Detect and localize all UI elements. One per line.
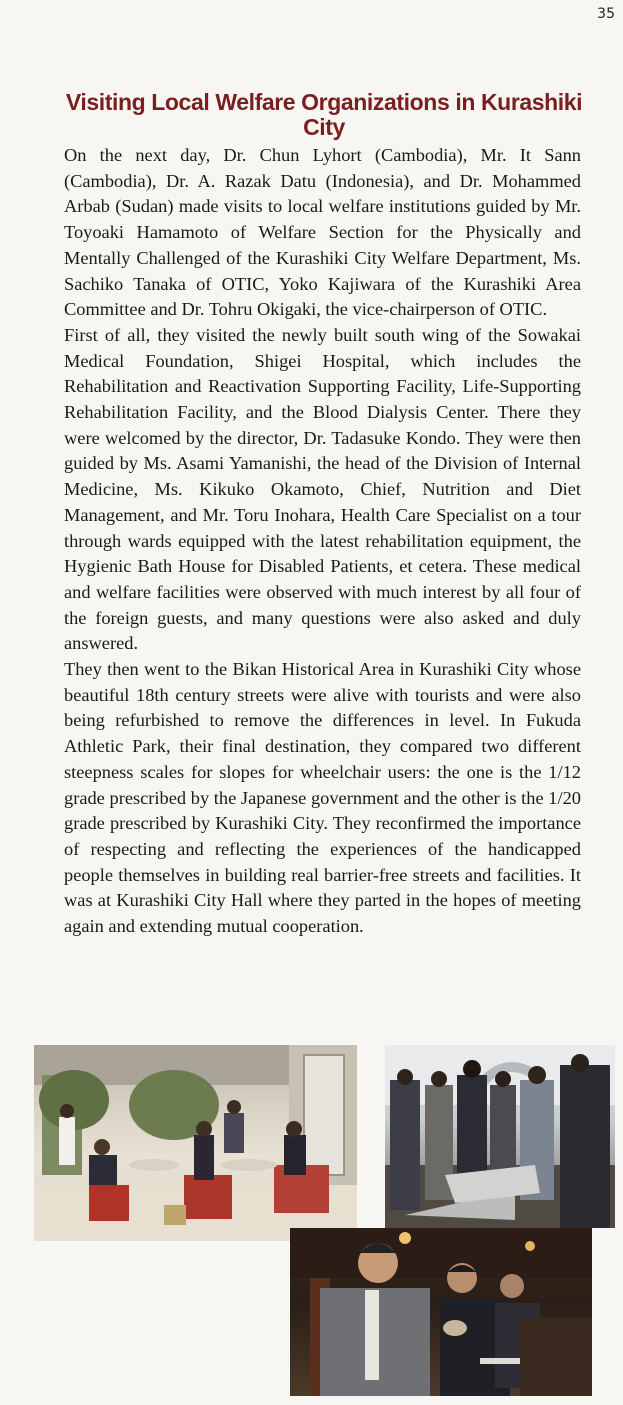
paragraph: They then went to the Bikan Historical Area in Kurashiki City whose beautiful 18th century streets were alive with tourists and were also being refurbished to remove the differences in level. In Fukuda Athletic Park, their final destination, they compared two different steepness scales for slopes for wheelchair users: the one is the 1/12 grade prescribed by the Japanese government and the other is the 1/20 grade prescribed by Kurashiki City. They reconfirmed the importance of respecting and reflecting the experiences of the handicapped people themselves in building real barrier-free streets and facilities. It was at Kurashiki City Hall where they parted in the hopes of meeting again and extending mutual cooperation.	[64, 659, 581, 937]
article-title: Visiting Local Welfare Organizations in Kurashiki City	[65, 89, 583, 140]
photo-dinner-gathering	[290, 1228, 592, 1396]
paragraph: On the next day, Dr. Chun Lyhort (Cambodia), Mr. It Sann (Cambodia), Dr. A. Razak Datu (Indonesia), and Dr. Mohammed Arbab (Sudan) made visits to local welfare institutions guided by Mr. Toyoaki Hamamoto of Welfare Section for the Physically and Mentally Challenged of the Kurashiki City Welfare Department, Ms. Sachiko Tanaka of OTIC, Yoko Kajiwara of the Kurashiki Area Committee and Dr. Tohru Okigaki, the vice-chairperson of OTIC.	[64, 145, 581, 320]
page-number: 35	[597, 6, 615, 22]
article-body	[64, 143, 581, 940]
paragraph: First of all, they visited the newly built south wing of the Sowakai Medical Foundation, Shigei Hospital, which includes the Rehabilitation and Reactivation Supporting Facility, Life-Supporting Rehabilitation Facility, and the Blood Dialysis Center. There they were welcomed by the director, Dr. Tadasuke Kondo. They were then guided by Ms. Asami Yamanishi, the head of the Division of Internal Medicine, Ms. Kikuko Okamoto, Chief, Nutrition and Diet Management, and Mr. Toru Inohara, Health Care Specialist on a tour through wards equipped with the latest rehabilitation equipment, the Hygienic Bath House for Disabled Patients, et cetera. These medical and welfare facilities were observed with much interest by all four of the foreign guests, and many questions were also asked and duly answered.	[64, 324, 581, 654]
photo-wheelchair-slope-inspection	[385, 1045, 615, 1228]
photo-hospital-lounge	[34, 1045, 357, 1241]
